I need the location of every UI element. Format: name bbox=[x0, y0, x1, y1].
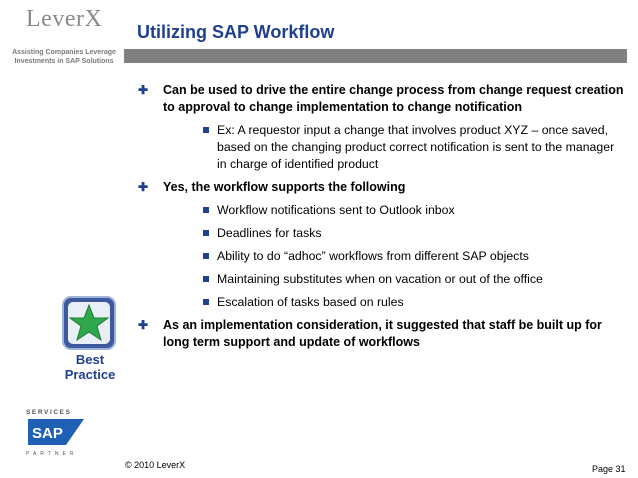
bullet-3 bbox=[138, 317, 628, 351]
logo-wordmark: LeverX bbox=[26, 6, 103, 32]
leverx-logo bbox=[4, 6, 114, 66]
logo-tagline: Assisting Companies Leverage Investments in SAP Solutions bbox=[12, 49, 116, 65]
sub-bullet-text: Deadlines for tasks bbox=[217, 226, 322, 240]
bullet-text: Yes, the workflow supports the following bbox=[163, 180, 406, 194]
sub-bullet bbox=[203, 225, 627, 242]
square-bullet-icon bbox=[203, 276, 209, 282]
plus-bullet-icon: ✚ bbox=[138, 180, 149, 194]
square-bullet-icon bbox=[203, 299, 209, 305]
bullet-2 bbox=[138, 179, 628, 196]
sub-bullet bbox=[203, 271, 627, 288]
sub-bullet-text: Escalation of tasks based on rules bbox=[217, 295, 404, 309]
best-practice-star-icon bbox=[62, 296, 116, 350]
square-bullet-icon bbox=[203, 127, 209, 133]
sub-bullet bbox=[203, 122, 627, 173]
sub-bullet-text: Maintaining substitutes when on vacation or out of the office bbox=[217, 272, 543, 286]
square-bullet-icon bbox=[203, 230, 209, 236]
square-bullet-icon bbox=[203, 253, 209, 259]
slide-content bbox=[138, 82, 628, 357]
best-practice-label bbox=[52, 352, 128, 382]
sap-logo-bottom: PARTNER bbox=[26, 451, 78, 457]
sap-logo-top: SERVICES bbox=[26, 409, 72, 416]
sub-bullet bbox=[203, 248, 627, 265]
bullet-text: Can be used to drive the entire change process from change request creation to approval to change implementation to change notification bbox=[163, 83, 624, 114]
footer-copyright: © 2010 LeverX bbox=[125, 460, 186, 470]
sub-bullet-text: Ex: A requestor input a change that involves product XYZ – once saved, based on the changing product correct notification is sent to the manager in charge of identified product bbox=[217, 123, 615, 171]
sap-services-partner-logo bbox=[26, 407, 86, 457]
footer-page-number: Page 31 bbox=[592, 464, 626, 474]
bullet-text: As an implementation consideration, it suggested that staff be built up for long term support and update of workflows bbox=[163, 318, 602, 349]
sub-bullet bbox=[203, 294, 627, 311]
bullet-1 bbox=[138, 82, 628, 116]
plus-bullet-icon: ✚ bbox=[138, 318, 149, 332]
sub-bullet-text: Ability to do “adhoc” workflows from different SAP objects bbox=[217, 249, 529, 263]
title-bar bbox=[124, 49, 627, 63]
square-bullet-icon bbox=[203, 207, 209, 213]
sub-bullet bbox=[203, 202, 627, 219]
badge-line-1: Best bbox=[75, 352, 105, 367]
badge-line-2: Practice bbox=[64, 367, 116, 382]
slide-title: Utilizing SAP Workflow bbox=[137, 22, 335, 42]
plus-bullet-icon: ✚ bbox=[138, 83, 149, 97]
sub-bullet-text: Workflow notifications sent to Outlook inbox bbox=[217, 203, 455, 217]
sap-logo-mark: SAP bbox=[32, 425, 63, 442]
